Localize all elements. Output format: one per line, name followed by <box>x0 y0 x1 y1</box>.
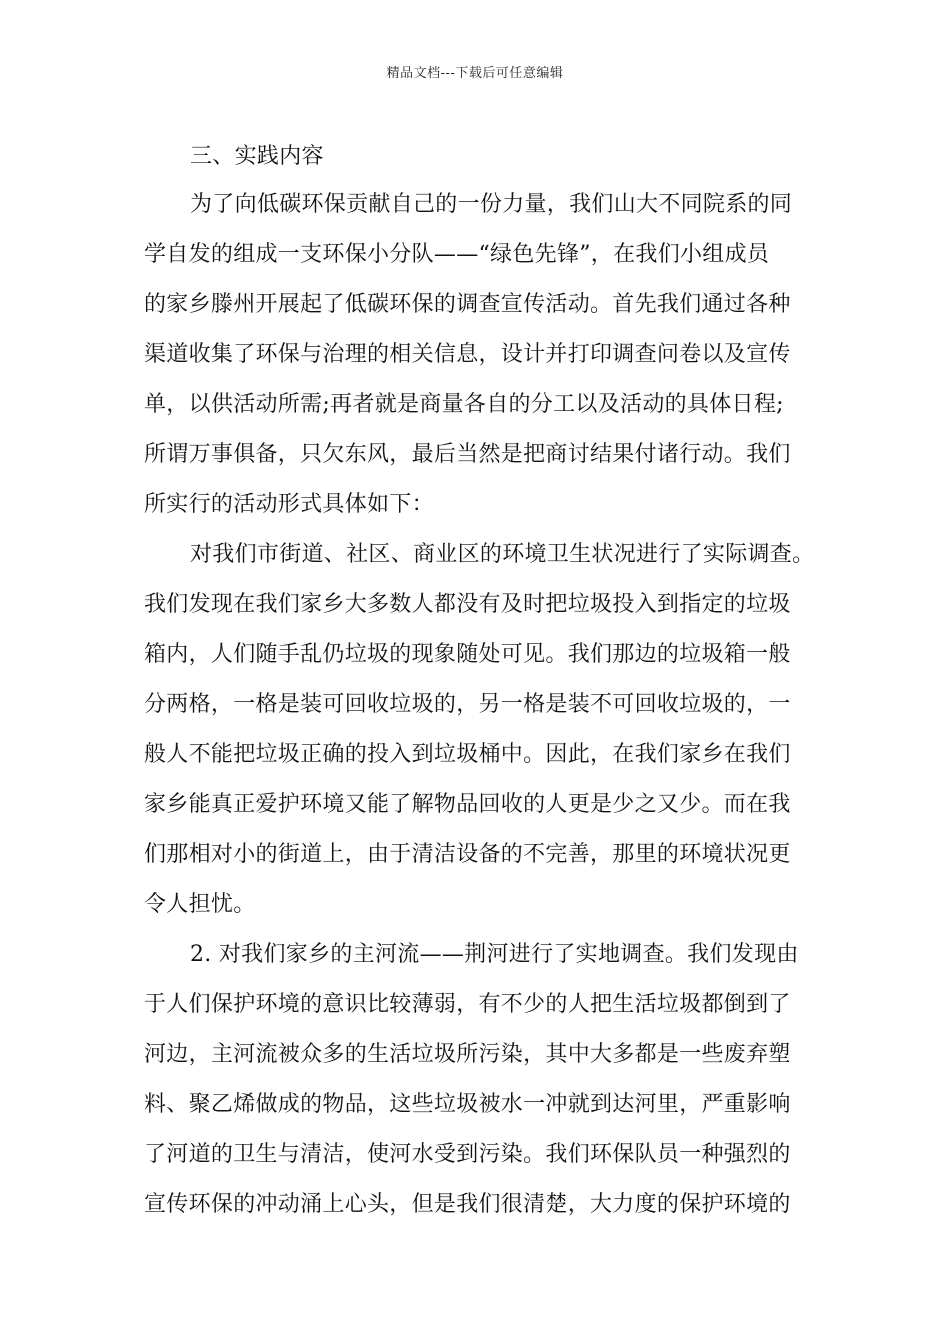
page-header: 精品文档---下载后可任意编辑 <box>386 66 564 81</box>
paragraph-line: 的家乡滕州开展起了低碳环保的调查宣传活动。首先我们通过各种 <box>144 292 791 317</box>
paragraph-line: 般人不能把垃圾正确的投入到垃圾桶中。因此，在我们家乡在我们 <box>144 742 791 767</box>
paragraph-line: 分两格，一格是装可回收垃圾的，另一格是装不可回收垃圾的，一 <box>144 692 791 717</box>
paragraph-line: 学自发的组成一支环保小分队——“绿色先锋”，在我们小组成员 <box>144 242 770 267</box>
paragraph-line: 对我们市街道、社区、商业区的环境卫生状况进行了实际调查。 <box>190 542 815 567</box>
document-body <box>144 134 815 1230</box>
paragraph-line: 我们发现在我们家乡大多数人都没有及时把垃圾投入到指定的垃圾 <box>144 592 791 617</box>
paragraph-line: 所实行的活动形式具体如下： <box>144 492 434 517</box>
paragraph-line: 于人们保护环境的意识比较薄弱，有不少的人把生活垃圾都倒到了 <box>144 992 791 1017</box>
paragraph-line: 了河道的卫生与清洁，使河水受到污染。我们环保队员一种强烈的 <box>144 1142 791 1167</box>
section-heading: 三、实践内容 <box>190 144 324 169</box>
paragraph-line: 河边，主河流被众多的生活垃圾所污染，其中大多都是一些废弃塑 <box>144 1042 791 1067</box>
paragraph-3 <box>144 930 806 1230</box>
paragraph-line: 箱内，人们随手乱仍垃圾的现象随处可见。我们那边的垃圾箱一般 <box>144 642 791 667</box>
paragraph-line: 家乡能真正爱护环境又能了解物品回收的人更是少之又少。而在我 <box>144 792 791 817</box>
paragraph-1 <box>144 180 806 530</box>
paragraph-line: 单，以供活动所需;再者就是商量各自的分工以及活动的具体日程; <box>144 392 784 417</box>
paragraph-line: 所谓万事俱备，只欠东风，最后当然是把商讨结果付诸行动。我们 <box>144 442 791 467</box>
paragraph-line: 渠道收集了环保与治理的相关信息，设计并打印调查问卷以及宣传 <box>144 342 791 367</box>
paragraph-line: 宣传环保的冲动涌上心头，但是我们很清楚，大力度的保护环境的 <box>144 1192 791 1217</box>
paragraph-line: 令人担忧。 <box>144 892 256 917</box>
paragraph-line: 们那相对小的街道上，由于清洁设备的不完善，那里的环境状况更 <box>144 842 791 867</box>
paragraph-2 <box>144 530 815 930</box>
paragraph-line: 为了向低碳环保贡献自己的一份力量，我们山大不同院系的同 <box>190 192 793 217</box>
paragraph-line: 2. 对我们家乡的主河流——荆河进行了实地调查。我们发现由 <box>190 942 799 967</box>
paragraph-line: 料、聚乙烯做成的物品，这些垃圾被水一冲就到达河里，严重影响 <box>144 1092 791 1117</box>
